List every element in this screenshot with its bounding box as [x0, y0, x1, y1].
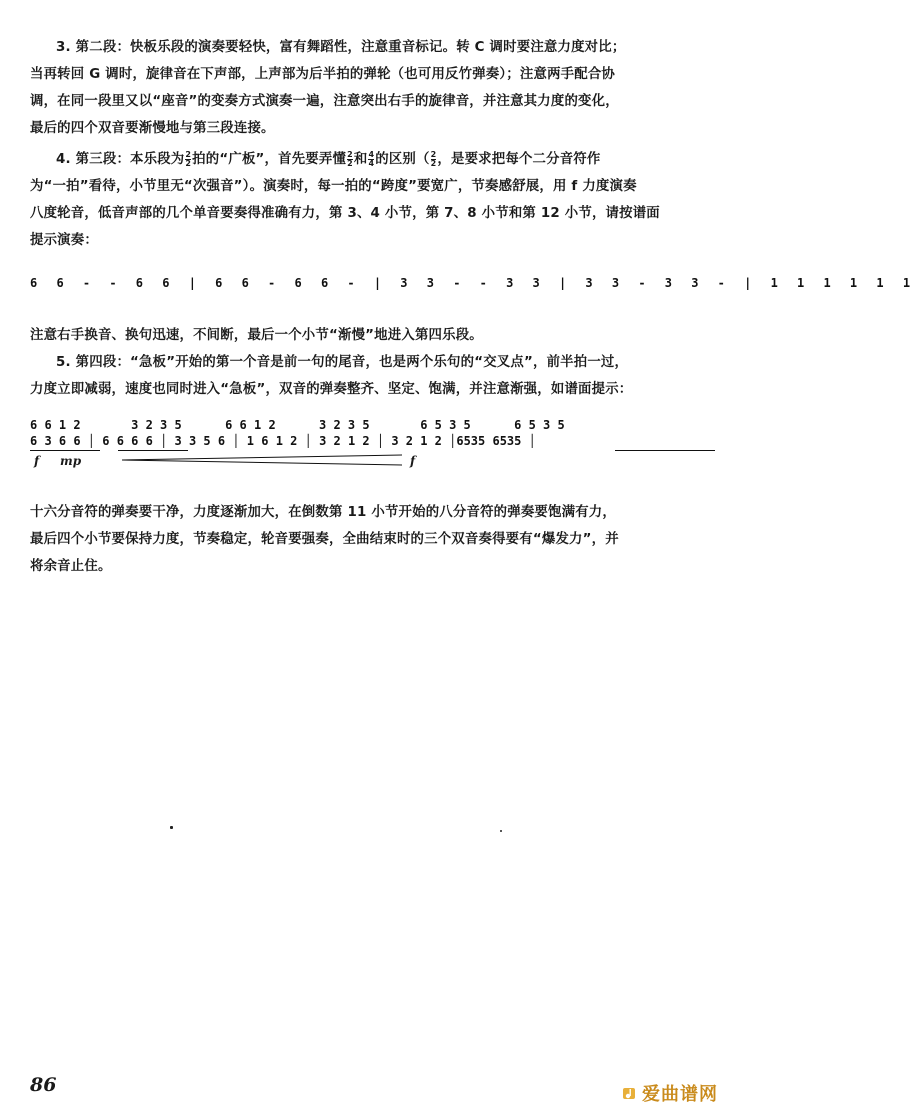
- dynamic-marking: f: [410, 454, 416, 468]
- fraction-numerator: 2: [347, 149, 353, 159]
- measure-lower: 6 3 6 6: [30, 434, 81, 448]
- time-signature-fraction: [185, 151, 191, 168]
- text-fragment: 的区别（: [375, 152, 430, 167]
- paragraph-section-3: [30, 146, 720, 254]
- fraction-numerator: 4: [368, 149, 375, 159]
- time-signature-fraction: [431, 151, 437, 168]
- text-line: 5. 第四段：“急板”开始的第一个音是前一句的尾音，也是两个乐句的“交叉点”，前半拍一过，: [56, 355, 629, 370]
- text-line: 最后的四个双音要渐慢地与第三段连接。: [30, 121, 275, 136]
- measure-upper: 6 6 1 2: [225, 418, 276, 432]
- time-signature-fraction: [347, 151, 353, 168]
- measure-upper: 6 5 3 5: [420, 418, 471, 432]
- music-score-excerpt-2: [30, 404, 720, 472]
- paragraph-section-2: [30, 34, 720, 142]
- logo-text: 爱曲谱网: [642, 1084, 718, 1105]
- paragraph-section-4: [30, 349, 720, 403]
- measure-lower: 1 6 1 2: [246, 434, 298, 448]
- text-fragment: 4. 第三段：本乐段为: [56, 152, 185, 167]
- dynamic-marking: f: [34, 454, 40, 468]
- music-score-excerpt-1: [30, 272, 916, 312]
- fraction-denominator: 2: [185, 158, 192, 168]
- score-lower-voice: 6 3 6 6 │ 6 6 6 6 │ 3 3 5 6 │ 1 6 1 2 │ 3 2 1 2 │ 3 2 1 2 │6535 6535 │: [30, 434, 536, 448]
- text-line: 八度轮音，低音声部的几个单音要奏得准确有力，第 3、4 小节，第 7、8 小节和第 12 小节，请按谱面: [30, 206, 660, 221]
- text-line: 为“一拍”看待，小节里无“次强音”）。演奏时，每一拍的“跨度”要宽广，节奏感舒展，用 f 力度演奏: [30, 179, 637, 194]
- text-fragment: 和: [353, 152, 368, 167]
- score-notes-row: 6 6 - - 6 6 | 6 6 - 6 6 - | 3 3 - - 3 3 | 3 3 - 3 3 - | 1 1 1 1 1 1: [30, 276, 916, 290]
- fraction-numerator: 2: [430, 149, 437, 159]
- scan-speck: [500, 830, 502, 832]
- text-line: 提示演奏：: [30, 233, 98, 248]
- measure-lower: 3 2 1 2: [391, 434, 442, 448]
- fraction-denominator: 4: [368, 158, 375, 168]
- text-line: 调，在同一段里又以“座音”的变奏方式演奏一遍，注意突出右手的旋律音，并注意其力度的变化，: [30, 94, 619, 109]
- crescendo-hairpin: [122, 454, 402, 466]
- paragraph-closing: [30, 499, 720, 580]
- text-line: 将余音止住。: [30, 559, 112, 574]
- measure-lower-sixteenth: 6535 6535: [456, 434, 522, 448]
- measure-upper: 6 6 1 2: [30, 418, 81, 432]
- score-upper-voice: [30, 418, 565, 432]
- text-line: 最后四个小节要保持力度，节奏稳定，轮音要强奏，全曲结束时的三个双音奏得要有“爆发力”，并: [30, 532, 619, 547]
- measure-upper: 6 5 3 5: [514, 418, 565, 432]
- time-signature-fraction: [368, 151, 374, 168]
- text-line: 注意右手换音、换句迅速，不间断，最后一个小节“渐慢”地进入第四乐段。: [30, 328, 483, 343]
- text-line: 力度立即减弱，速度也同时进入“急板”，双音的弹奏整齐、坚定、饱满，并注意渐强，如谱面提示：: [30, 382, 633, 397]
- eighth-note-beam: [30, 450, 100, 451]
- measure-lower: 3 2 1 2: [319, 434, 370, 448]
- scan-speck: [170, 826, 173, 829]
- measure-lower: 6 6 6 6: [102, 434, 153, 448]
- fraction-denominator: 2: [430, 158, 437, 168]
- measure-lower: 3 3 5 6: [174, 434, 226, 448]
- dynamic-marking: mp: [60, 454, 82, 468]
- page-number: 86: [30, 1074, 57, 1096]
- sixteenth-note-beam: [615, 450, 715, 451]
- eighth-note-beam: [118, 450, 188, 451]
- text-line-with-fractions: [30, 146, 720, 173]
- text-line: 十六分音符的弹奏要干净，力度逐渐加大，在倒数第 11 小节开始的八分音符的弹奏要饱满有力，: [30, 505, 616, 520]
- fraction-denominator: 2: [347, 158, 353, 168]
- fraction-numerator: 2: [185, 149, 192, 159]
- music-note-icon: [622, 1085, 638, 1101]
- site-watermark-logo: [622, 1080, 718, 1106]
- measure-upper: 3 2 3 5: [131, 418, 182, 432]
- measure-upper: 3 2 3 5: [319, 418, 370, 432]
- text-line: 当再转回 G 调时，旋律音在下声部，上声部为后半拍的弹轮（也可用反竹弹奏）；注意两手配合协: [30, 67, 616, 82]
- text-fragment: 拍的“广板”，首先要弄懂: [192, 152, 347, 167]
- text-line: 3. 第二段：快板乐段的演奏要轻快，富有舞蹈性，注意重音标记。转 C 调时要注意力度对比；: [56, 40, 626, 55]
- paragraph-section-3-continued: [30, 322, 720, 349]
- text-fragment: ，是要求把每个二分音符作: [437, 152, 601, 167]
